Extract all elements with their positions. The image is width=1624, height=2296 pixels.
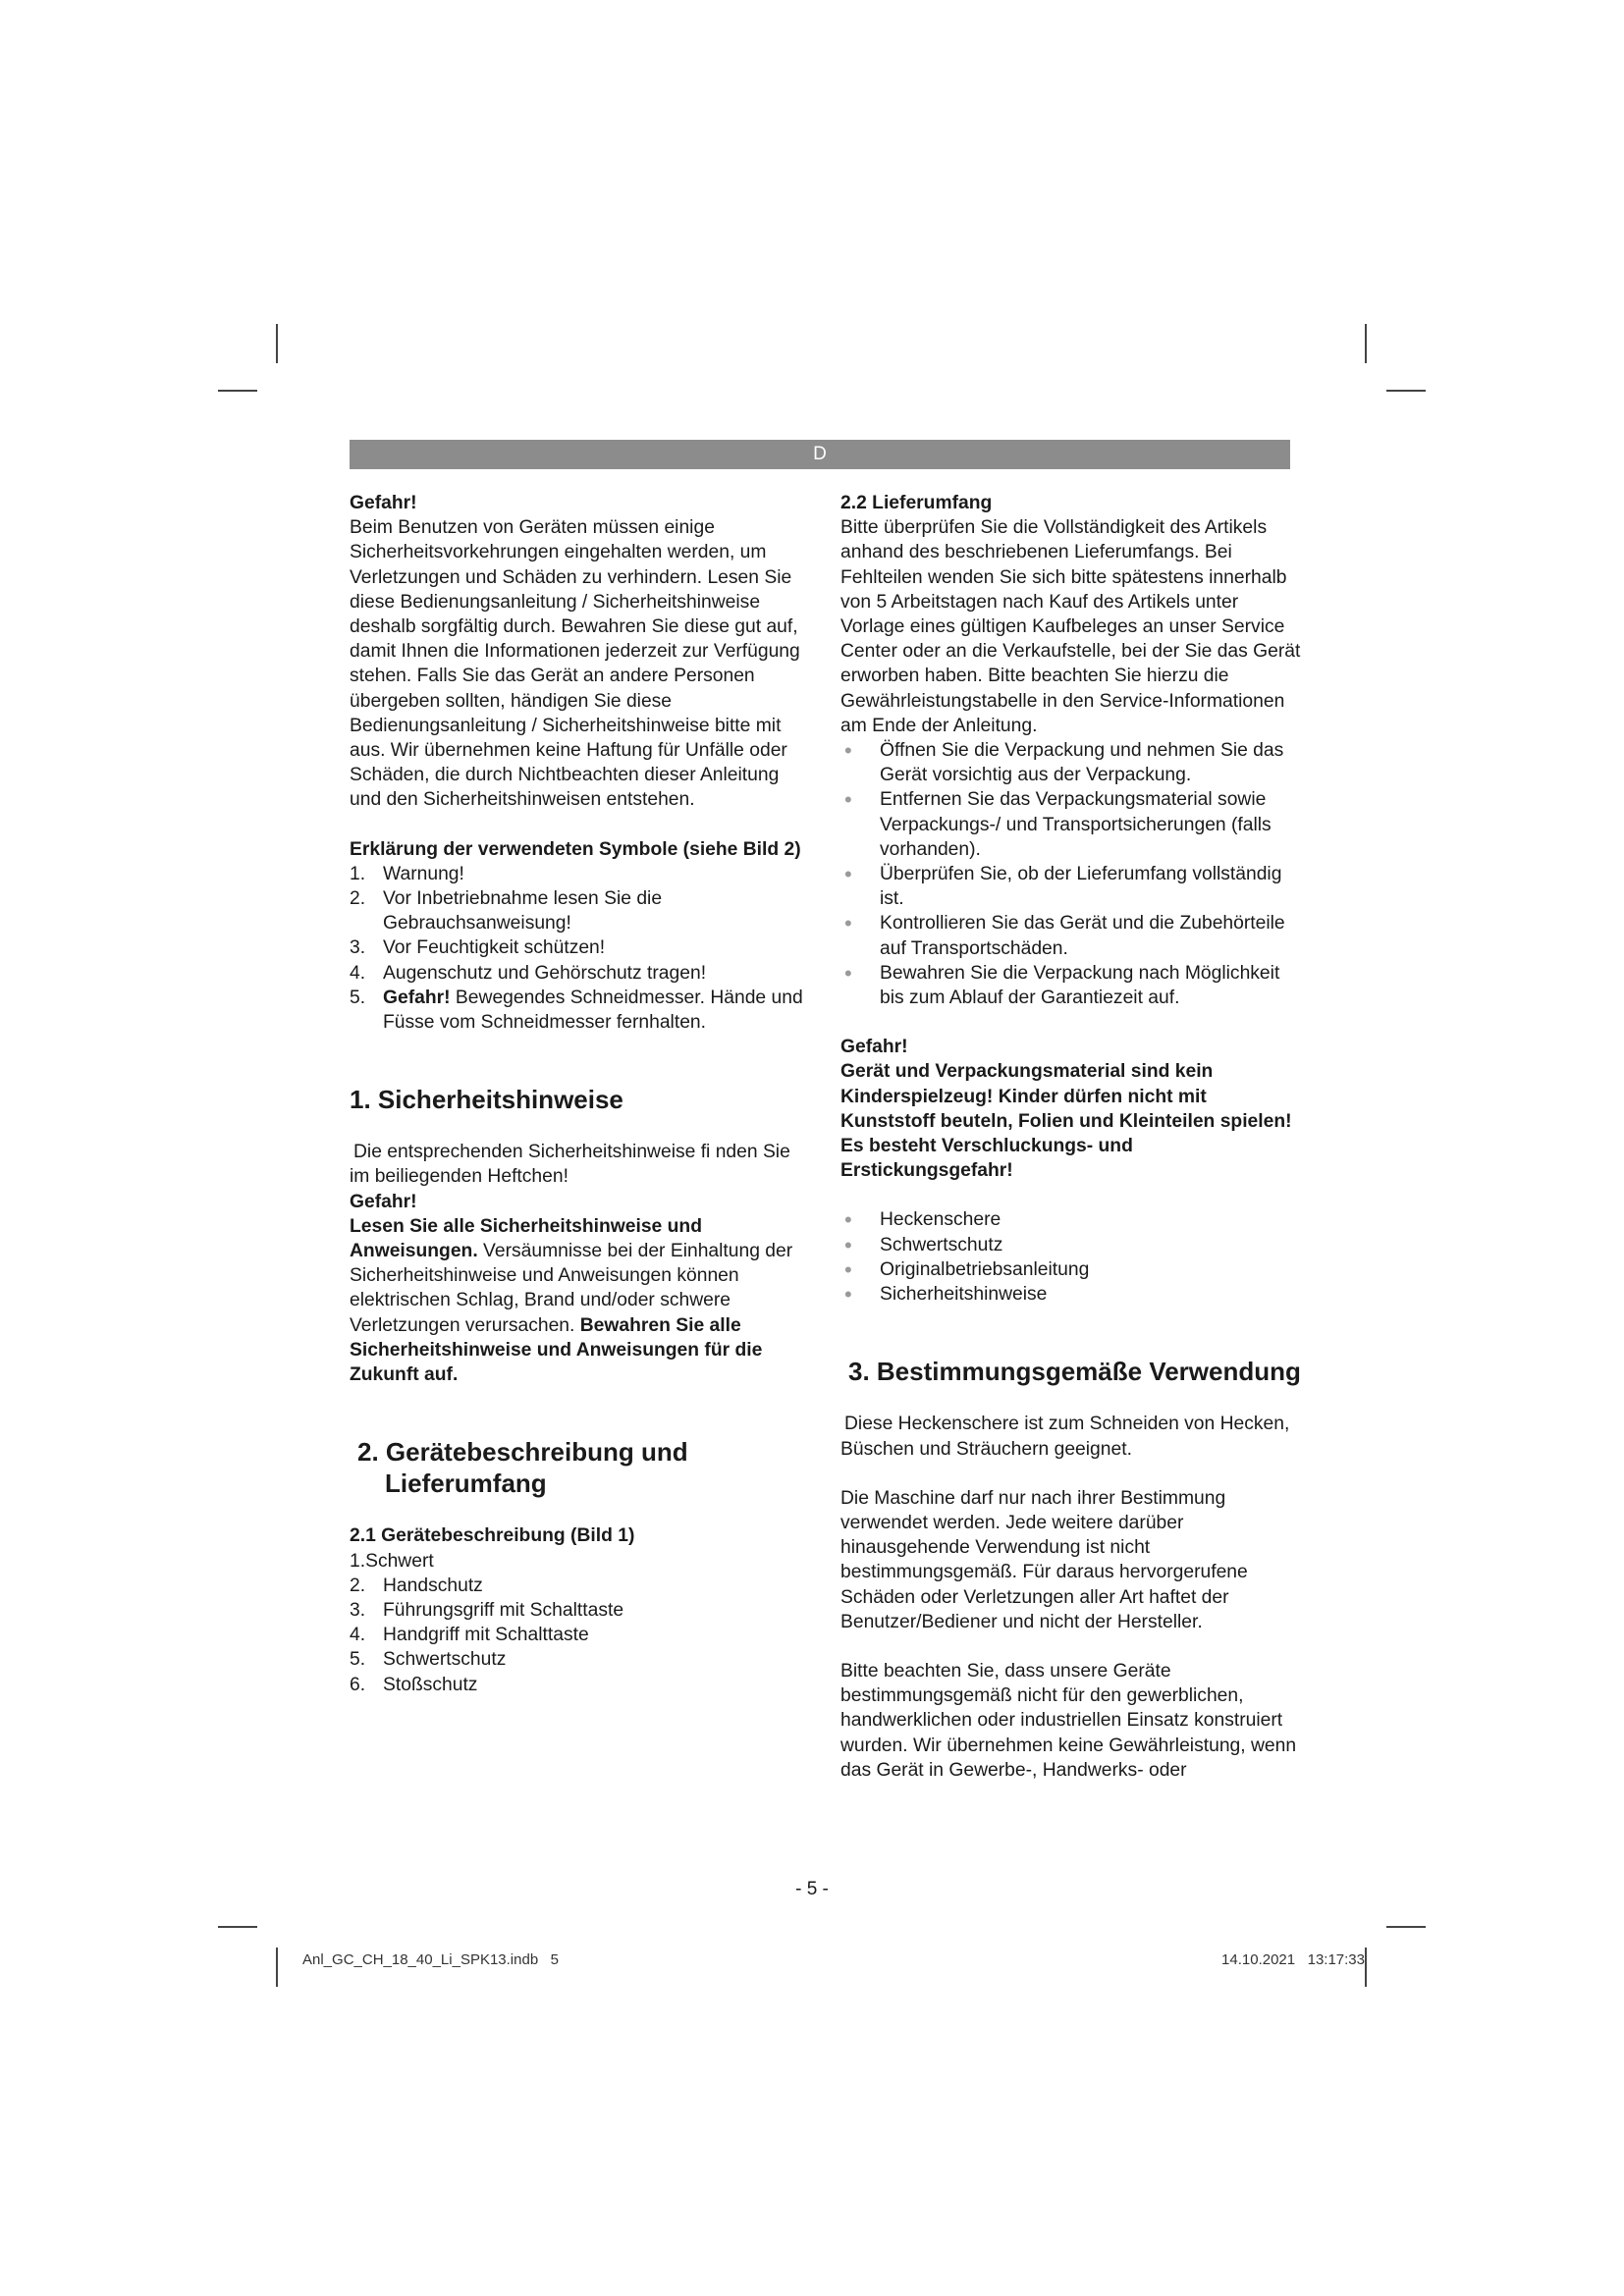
parts-first-item: 1.Schwert bbox=[350, 1550, 434, 1572]
list-item: 3. Vor Feuchtigkeit schützen! bbox=[350, 937, 606, 959]
list-item: 3. Führungsgriff mit Schalttaste bbox=[350, 1599, 624, 1621]
subsection-2-2-paragraph: Bitte überprüfen Sie die Vollständigkeit des Artikels anhand des beschriebenen Lieferumfangs. Bei Fehlteilen wenden Sie sich bitte spätestens innerhalb von 5 Arbeitstagen nach Kauf des Artikels unter Vorlage eines gültigen Kaufbeleges an unser Service Center oder an die Verkaufstelle, bei der Sie das Gerät erworben haben. Bitte beachten Sie hierzu die Gewährleistungstabelle in den Service-Informationen am Ende der Anleitung. bbox=[840, 517, 1301, 736]
section-1-paragraph: Lesen Sie alle Sicherheitshinweise und Anweisungen. Versäumnisse bei der Einhaltung der Sicherheitshinweise und Anweisungen können elektrischen Schlag, Brand und/oder schwere Verletzungen verursachen. Bewahren Sie alle Sicherheitshinweise und Anweisungen für die Zukunft auf. bbox=[350, 1215, 793, 1386]
crop-mark-bottom-right-v bbox=[1365, 1948, 1367, 1987]
list-item: • Schwertschutz bbox=[840, 1233, 1302, 1257]
language-code: D bbox=[813, 444, 827, 464]
list-item: • Bewahren Sie die Verpackung nach Möglichkeit bis zum Ablauf der Garantiezeit auf. bbox=[840, 961, 1302, 1010]
section-3-paragraph-1: Diese Heckenschere ist zum Schneiden von Hecken, Büschen und Sträuchern geeignet. bbox=[840, 1414, 1290, 1460]
list-item: 2. Vor Inbetriebnahme lesen Sie die Gebrauchsanweisung! bbox=[350, 888, 663, 934]
right-danger-paragraph: Gerät und Verpackungsmaterial sind kein Kinderspielzeug! Kinder dürfen nicht mit Kunststoff beuteln, Folien und Kleinteilen spielen! Es besteht Verschluckungs- und Erstickungsgefahr! bbox=[840, 1061, 1292, 1182]
list-item: 1. Warnung! bbox=[350, 863, 464, 884]
crop-mark-bottom-left-h bbox=[218, 1926, 257, 1928]
language-header-bar bbox=[350, 440, 1290, 469]
list-item: • Kontrollieren Sie das Gerät und die Zubehörteile auf Transportschäden. bbox=[840, 911, 1302, 960]
section-1-heading: 1. Sicherheitshinweise bbox=[350, 1085, 623, 1115]
footer-filename: Anl_GC_CH_18_40_Li_SPK13.indb 5 bbox=[302, 1951, 560, 1968]
page-number: - 5 - bbox=[795, 1879, 829, 1899]
list-item: • Sicherheitshinweise bbox=[840, 1282, 1302, 1307]
list-item: • Überprüfen Sie, ob der Lieferumfang vollständig ist. bbox=[840, 862, 1302, 911]
list-item: 4. Augenschutz und Gehörschutz tragen! bbox=[350, 962, 707, 984]
list-item: 5. Schwertschutz bbox=[350, 1649, 507, 1671]
danger-heading: Gefahr! bbox=[350, 493, 417, 513]
list-item: • Originalbetriebsanleitung bbox=[840, 1257, 1302, 1282]
footer-timestamp: 14.10.2021 13:17:33 bbox=[1221, 1951, 1365, 1968]
list-item: 4. Handgriff mit Schalttaste bbox=[350, 1625, 589, 1646]
parts-list bbox=[350, 1574, 811, 1697]
list-item: • Öffnen Sie die Verpackung und nehmen Sie das Gerät vorsichtig aus der Verpackung. bbox=[840, 738, 1302, 787]
crop-mark-bottom-left-v bbox=[276, 1948, 278, 1987]
symbols-list bbox=[350, 862, 811, 1035]
section-1-danger: Gefahr! bbox=[350, 1191, 417, 1212]
section-3-heading: 3. Bestimmungsgemäße Verwendung bbox=[848, 1357, 1301, 1387]
list-item: 2. Handschutz bbox=[350, 1575, 483, 1596]
crop-mark-bottom-right-h bbox=[1386, 1926, 1426, 1928]
section-3-paragraph-3: Bitte beachten Sie, dass unsere Geräte bestimmungsgemäß nicht für den gewerblichen, handwerklichen oder industriellen Einsatz konstruiert wurden. Wir übernehmen keine Gewährleistung, wenn das Gerät in Gewerbe-, Handwerks- oder bbox=[840, 1660, 1297, 1781]
crop-mark-top-right-h bbox=[1386, 390, 1426, 392]
right-danger-heading: Gefahr! bbox=[840, 1037, 908, 1058]
crop-mark-top-right-v bbox=[1365, 324, 1367, 363]
crop-mark-top-left-h bbox=[218, 390, 257, 392]
subsection-2-1-heading: 2.1 Gerätebeschreibung (Bild 1) bbox=[350, 1525, 635, 1547]
list-item: • Entfernen Sie das Verpackungsmaterial sowie Verpackungs-/ und Transportsicherungen (falls vorhanden). bbox=[840, 787, 1302, 862]
crop-mark-top-left-v bbox=[276, 324, 278, 363]
right-column bbox=[840, 491, 1302, 1783]
symbols-heading: Erklärung der verwendeten Symbole (siehe Bild 2) bbox=[350, 838, 801, 860]
left-column bbox=[350, 491, 811, 1697]
danger-paragraph: Beim Benutzen von Geräten müssen einige Sicherheitsvorkehrungen eingehalten werden, um Verletzungen und Schäden zu verhindern. Lesen Sie diese Bedienungsanleitung / Sicherheitshinweise deshalb sorgfältig durch. Bewahren Sie diese gut auf, damit Ihnen die Informationen jederzeit zur Verfügung stehen. Falls Sie das Gerät an andere Personen übergeben sollten, händigen Sie diese Bedienungsanleitung / Sicherheitshinweise bitte mit aus. Wir übernehmen keine Haftung für Unfälle oder Schäden, die durch Nichtbeachten dieser Anleitung und den Sicherheitshinweisen entstehen. bbox=[350, 517, 800, 811]
section-1-intro: Die entsprechenden Sicherheitshinweise fi nden Sie im beiliegenden Heftchen! bbox=[350, 1142, 790, 1188]
section-2-heading: 2. Gerätebeschreibung und Lieferumfang bbox=[357, 1437, 688, 1499]
list-item: 6. Stoßschutz bbox=[350, 1674, 478, 1695]
unpacking-steps-list bbox=[840, 738, 1302, 1010]
list-item: 5. Gefahr! Bewegendes Schneidmesser. Hände und Füsse vom Schneidmesser fernhalten. bbox=[350, 987, 803, 1034]
section-3-paragraph-2: Die Maschine darf nur nach ihrer Bestimmung verwendet werden. Jede weitere darüber hinausgehende Verwendung ist nicht bestimmungsgemäß. Für daraus hervorgerufene Schäden oder Verletzungen aller Art haftet der Benutzer/Bediener und nicht der Hersteller. bbox=[840, 1487, 1248, 1632]
contents-list bbox=[840, 1207, 1302, 1307]
list-item: • Heckenschere bbox=[840, 1207, 1302, 1232]
subsection-2-2-heading: 2.2 Lieferumfang bbox=[840, 493, 993, 513]
